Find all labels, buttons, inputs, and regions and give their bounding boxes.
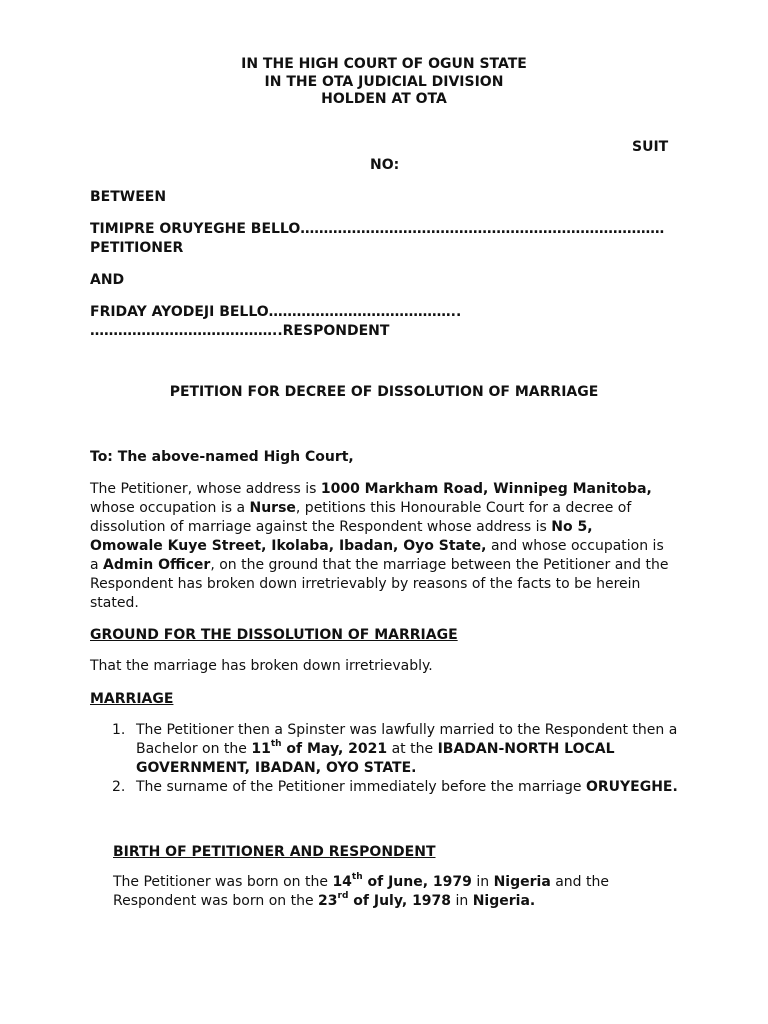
petitioner-birth-day: 14 <box>332 874 352 890</box>
respondent-birth-month-year: of July, 1978 <box>348 893 452 909</box>
marriage-heading: MARRIAGE <box>90 691 174 707</box>
intro-text-3: , petitions this Honourable Court for a decree of dissolution of marriage against the Respondent whose address is <box>90 500 632 535</box>
birth-text-4: in <box>451 893 473 909</box>
intro-paragraph <box>90 480 670 613</box>
respondent-birth-country: Nigeria. <box>472 893 536 909</box>
respondent-birth-day: 23 <box>318 893 338 909</box>
court-line-3: HOLDEN AT OTA <box>321 91 447 107</box>
item2-text: The surname of the Petitioner immediately before the marriage <box>136 779 586 795</box>
birth-paragraph <box>113 873 683 911</box>
between-label: BETWEEN <box>90 189 167 205</box>
marriage-month-year: of May, 2021 <box>281 741 388 757</box>
list-number: 2. <box>112 779 126 795</box>
petitioner-birth-date <box>332 874 471 890</box>
respondent-occupation: Admin Officer <box>103 557 211 573</box>
item1-text-1: The Petitioner then a Spinster was lawfully married to the Respondent then a Bachelor on the <box>136 722 678 757</box>
respondent-birth-date <box>318 893 451 909</box>
court-line-1: IN THE HIGH COURT OF OGUN STATE <box>241 56 527 72</box>
respondent-block <box>90 303 690 341</box>
intro-text-1: The Petitioner, whose address is <box>90 481 321 497</box>
respondent-label: RESPONDENT <box>282 323 390 339</box>
petitioner-birth-month-year: of June, 1979 <box>362 874 472 890</box>
birth-text-3: and the Respondent was born on the <box>113 874 609 909</box>
petitioner-dots: …………………………………………………………………… <box>300 221 665 237</box>
suit-label: SUIT <box>632 139 669 155</box>
marriage-day-suffix: th <box>270 739 282 750</box>
birth-text-1: The Petitioner was born on the <box>113 874 333 890</box>
intro-text-4: and whose occupation is a <box>90 538 664 573</box>
item1-text-2: at the <box>387 741 438 757</box>
respondent-dots-2: ………………………………….. <box>90 323 283 339</box>
suit-number-label: NO: <box>370 157 400 173</box>
petitioner-block <box>90 220 690 258</box>
birth-text-2: in <box>471 874 494 890</box>
intro-text-2: whose occupation is a <box>90 500 250 516</box>
petitioner-address: 1000 Markham Road, Winnipeg Manitoba, <box>320 481 652 497</box>
ground-text: That the marriage has broken down irretrievably. <box>90 658 433 674</box>
court-line-2: IN THE OTA JUDICIAL DIVISION <box>264 73 504 90</box>
maiden-surname: ORUYEGHE. <box>585 779 678 795</box>
list-item <box>112 721 682 778</box>
petitioner-name: TIMIPRE ORUYEGHE BELLO <box>90 221 301 237</box>
ground-heading: GROUND FOR THE DISSOLUTION OF MARRIAGE <box>90 627 458 643</box>
marriage-list <box>112 721 682 797</box>
marriage-day: 11 <box>251 741 271 757</box>
respondent-name: FRIDAY AYODEJI BELLO <box>90 304 269 320</box>
respondent-address: No 5, Omowale Kuye Street, Ikolaba, Ibadan, Oyo State, <box>90 519 593 554</box>
petitioner-birth-country: Nigeria <box>493 874 551 890</box>
petitioner-occupation: Nurse <box>249 500 296 516</box>
list-item <box>112 778 682 797</box>
marriage-date <box>251 741 387 757</box>
petition-title: PETITION FOR DECREE OF DISSOLUTION OF MARRIAGE <box>169 384 599 400</box>
respondent-birth-suffix: rd <box>337 891 349 902</box>
marriage-place: IBADAN-NORTH LOCAL GOVERNMENT, IBADAN, OYO STATE. <box>136 741 615 776</box>
salutation: To: The above-named High Court, <box>90 449 354 465</box>
birth-heading: BIRTH OF PETITIONER AND RESPONDENT <box>113 844 436 860</box>
respondent-dots: ………………………………….. <box>268 304 462 320</box>
petitioner-label: PETITIONER <box>90 240 184 256</box>
intro-text-5: , on the ground that the marriage between the Petitioner and the Respondent has broken down irretrievably by reasons of the facts to be herein stated. <box>90 557 669 611</box>
and-label: AND <box>90 272 125 288</box>
list-number: 1. <box>112 722 126 738</box>
petitioner-birth-suffix: th <box>351 872 363 883</box>
court-header <box>0 56 768 109</box>
